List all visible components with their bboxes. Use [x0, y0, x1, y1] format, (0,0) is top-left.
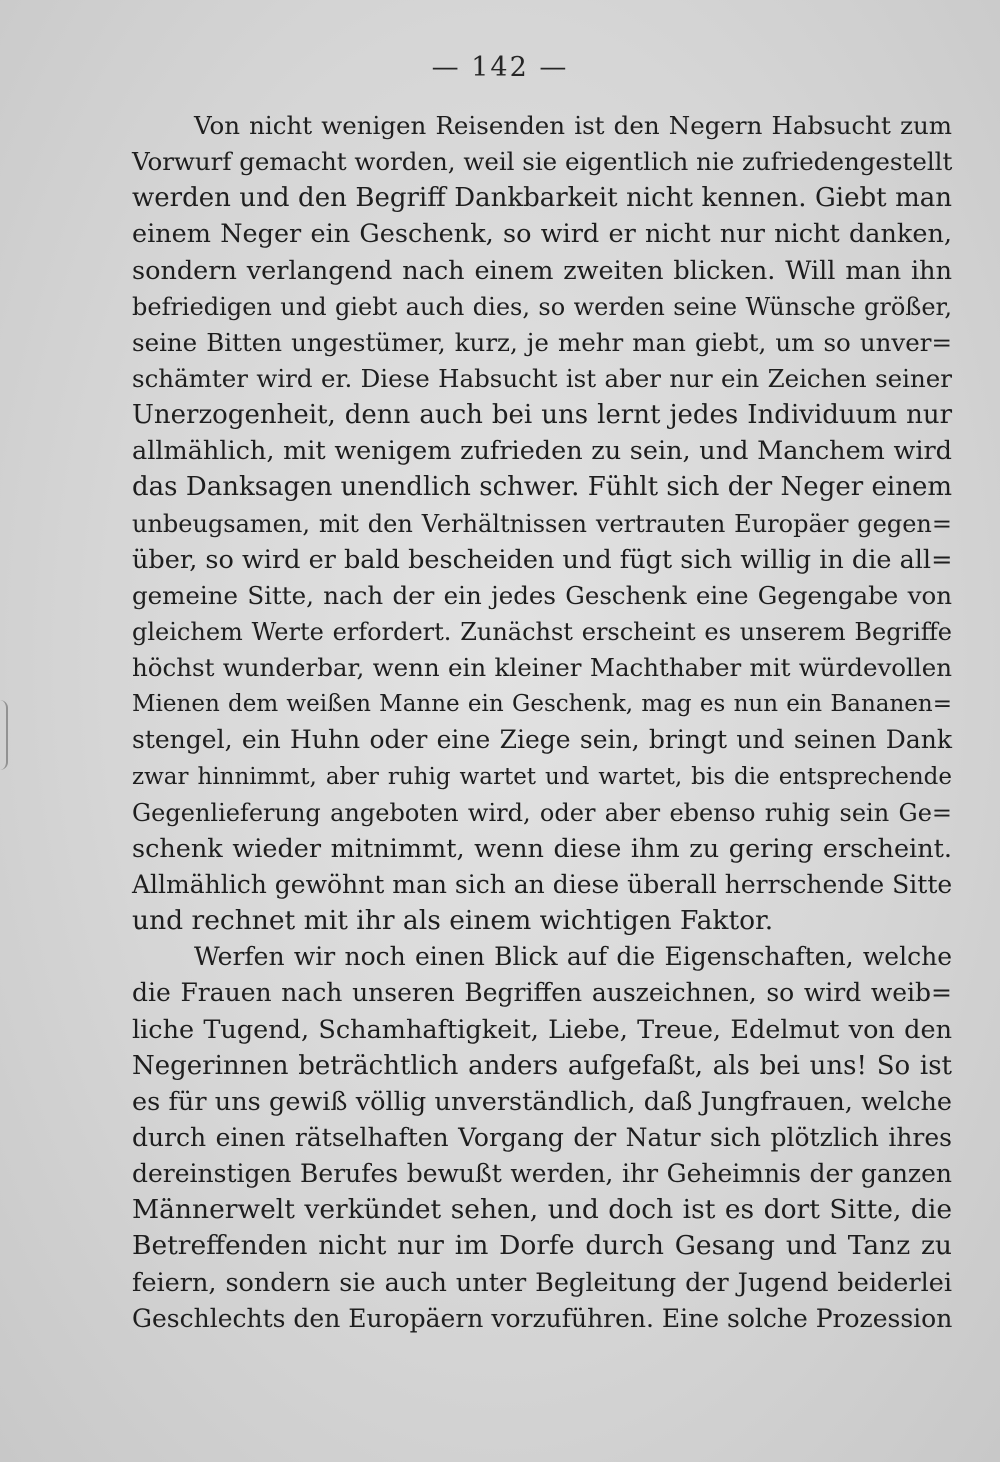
body-text	[132, 108, 952, 1337]
text-line: Negerinnen beträchtlich anders aufgefaßt, als bei uns! So ist	[132, 1050, 952, 1081]
text-line: liche Tugend, Schamhaftigkeit, Liebe, Treue, Edelmut von den	[132, 1014, 952, 1045]
text-line: und rechnet mit ihr als einem wichtigen Faktor.	[132, 905, 774, 937]
text-line: gemeine Sitte, nach der ein jedes Geschenk eine Gegengabe von	[132, 580, 952, 610]
text-line: Werfen wir noch einen Blick auf die Eigenschaften, welche	[194, 942, 952, 972]
text-line: gleichem Werte erfordert. Zunächst erscheint es unserem Begriffe	[132, 617, 952, 646]
text-line: zwar hinnimmt, aber ruhig wartet und wartet, bis die entsprechende	[132, 763, 952, 790]
text-line: allmählich, mit wenigem zufrieden zu sein, und Manchem wird	[132, 436, 952, 467]
text-line: Von nicht wenigen Reisenden ist den Negern Habsucht zum	[194, 111, 952, 140]
text-line: feiern, sondern sie auch unter Begleitung der Jugend beiderlei	[132, 1267, 952, 1298]
text-line: schämter wird er. Diese Habsucht ist aber nur ein Zeichen seiner	[132, 363, 952, 393]
page-number: — 142 —	[431, 52, 569, 83]
text-line: Unerzogenheit, denn auch bei uns lernt jedes Individuum nur	[132, 400, 952, 431]
text-line: stengel, ein Huhn oder eine Ziege sein, bringt und seinen Dank	[132, 725, 952, 755]
text-line: seine Bitten ungestümer, kurz, je mehr man giebt, um so unver=	[132, 327, 952, 357]
text-line: das Danksagen unendlich schwer. Fühlt sich der Neger einem	[132, 472, 952, 503]
text-line: einem Neger ein Geschenk, so wird er nicht nur nicht danken,	[132, 219, 952, 250]
text-line: schenk wieder mitnimmt, wenn diese ihm zu gering erscheint.	[132, 833, 952, 864]
text-line: dereinstigen Berufes bewußt werden, ihr Geheimnis der ganzen	[132, 1159, 952, 1189]
text-line: die Frauen nach unseren Begriffen auszeichnen, so wird weib=	[132, 978, 952, 1008]
text-line: Vorwurf gemacht worden, weil sie eigentlich nie zufriedengestellt	[132, 147, 953, 177]
text-line: Mienen dem weißen Manne ein Geschenk, mag es nun ein Bananen=	[132, 691, 952, 718]
text-line: durch einen rätselhaften Vorgang der Natur sich plötzlich ihres	[132, 1122, 952, 1152]
text-line: Männerwelt verkündet sehen, und doch ist es dort Sitte, die	[132, 1194, 952, 1226]
text-line: unbeugsamen, mit den Verhältnissen vertrauten Europäer gegen=	[132, 509, 952, 538]
text-line: höchst wunderbar, wenn ein kleiner Machthaber mit würdevollen	[132, 653, 952, 683]
text-line: über, so wird er bald bescheiden und fügt sich willig in die all=	[132, 544, 953, 575]
text-line: befriedigen und giebt auch dies, so werden seine Wünsche größer,	[132, 292, 952, 321]
text-line: sondern verlangend nach einem zweiten blicken. Will man ihn	[132, 255, 952, 286]
text-line: Betreffenden nicht nur im Dorfe durch Gesang und Tanz zu	[132, 1230, 952, 1262]
text-line: Allmählich gewöhnt man sich an diese überall herrschende Sitte	[132, 869, 953, 899]
binding-edge-mark	[0, 700, 8, 770]
text-line: Gegenlieferung angeboten wird, oder aber ebenso ruhig sein Ge=	[132, 798, 952, 827]
text-line: es für uns gewiß völlig unverständlich, daß Jungfrauen, welche	[132, 1086, 952, 1117]
text-line: Geschlechts den Europäern vorzuführen. Eine solche Prozession	[132, 1303, 953, 1333]
text-line: werden und den Begriff Dankbarkeit nicht kennen. Giebt man	[132, 183, 952, 214]
